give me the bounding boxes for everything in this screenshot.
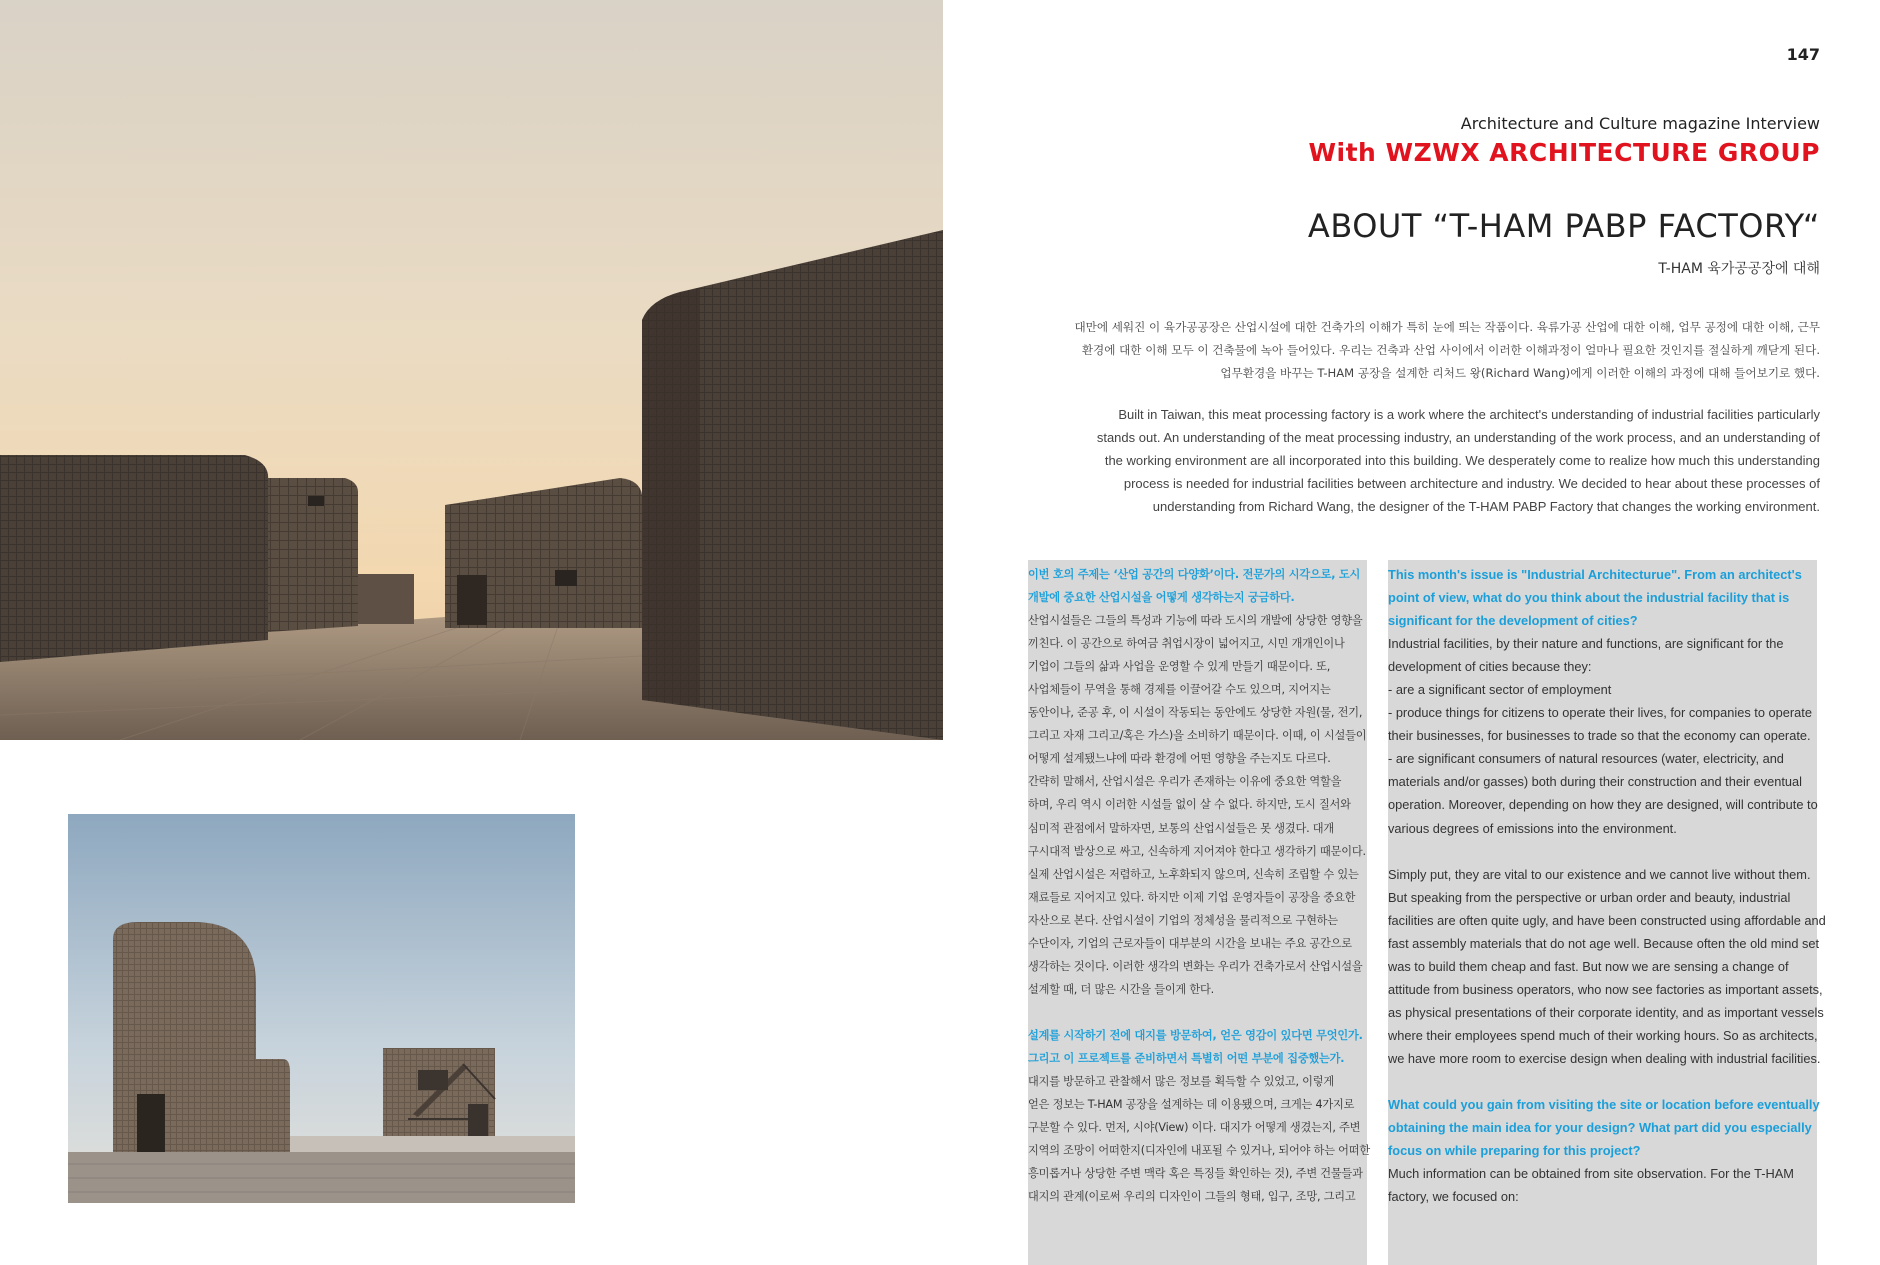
answer-line: 얻은 정보는 T-HAM 공장을 설계하는 데 이용됐으며, 크게는 4가지로 <box>1028 1098 1355 1112</box>
paragraph-gap <box>1388 840 1813 863</box>
answer-line: 그리고 자재 그리고/혹은 가스)을 소비하기 때문이다. 이때, 이 시설들이 <box>1028 729 1367 743</box>
answer-line: where their employees spend much of their working hours. So as architects, <box>1388 1027 1818 1043</box>
question-line: 개발에 중요한 산업시설을 어떻게 생각하는지 궁금하다. <box>1028 591 1295 605</box>
paragraph-gap <box>1388 1070 1813 1093</box>
article-title: ABOUT “T-HAM PABP FACTORY“ <box>1307 207 1820 245</box>
answer-line: - are significant consumers of natural resources (water, electricity, and <box>1388 751 1784 767</box>
interview-column-korean <box>1028 560 1370 1265</box>
intro-ko-line: 환경에 대한 이해 모두 이 건축물에 녹아 들어있다. 우리는 건축과 산업 사이에서 이러한 이해과정이 얼마나 필요한 것인지를 절실하게 깨닫게 된다. <box>1081 343 1820 357</box>
answer-line: 하며, 우리 역시 이러한 시설들 없이 살 수 없다. 하지만, 도시 질서와 <box>1028 798 1351 812</box>
answer-line: was to build them cheap and fast. But now we are sensing a change of <box>1388 958 1789 974</box>
architecture-group-heading: With WZWX ARCHITECTURE GROUP <box>1308 138 1820 167</box>
answer-line: we have more room to exercise design when dealing with industrial facilities. <box>1388 1050 1821 1066</box>
question-line: 이번 호의 주제는 ‘산업 공간의 다양화’이다. 전문가의 시각으로, 도시 <box>1028 568 1361 581</box>
answer-line: fast assembly materials that do not age well. Because often the old mind set <box>1388 935 1820 951</box>
answer-line: 설계할 때, 더 많은 시간을 들이게 한다. <box>1028 982 1214 996</box>
question-line: point of view, what do you think about the industrial facility that is <box>1388 590 1790 606</box>
answer-line: 끼친다. 이 공간으로 하여금 취업시장이 넓어지고, 시민 개개인이나 <box>1028 637 1345 651</box>
interview-column-english <box>1388 560 1826 1265</box>
interview-text-english <box>1388 563 1826 1208</box>
answer-line: - produce things for citizens to operate their lives, for companies to operate <box>1388 705 1812 721</box>
intro-en-line: the working environment are all incorporated into this building. We desperately come to realize how much this understanding <box>1104 453 1820 468</box>
answer-line: 흥미롭거나 상당한 주변 맥락 혹은 특징들 확인하는 것), 주변 건물들과 <box>1028 1167 1363 1181</box>
intro-ko-line: 대만에 세워진 이 육가공공장은 산업시설에 대한 건축가의 이해가 특히 눈에 띄는 작품이다. 육류가공 산업에 대한 이해, 업무 공정에 대한 이해, 근무 <box>1074 320 1820 334</box>
interview-kicker: Architecture and Culture magazine Interview <box>1460 114 1820 133</box>
intro-en-line: understanding from Richard Wang, the designer of the T-HAM PABP Factory that changes the working environment. <box>1152 499 1820 514</box>
answer-line: 간략히 말해서, 산업시설은 우리가 존재하는 이유에 중요한 역할을 <box>1028 775 1342 789</box>
intro-english <box>1040 403 1820 518</box>
answer-line: 구시대적 발상으로 싸고, 신속하게 지어져야 한다고 생각하기 때문이다. <box>1028 844 1366 858</box>
answer-line: materials and/or gasses) both during their construction and their eventual <box>1388 774 1802 790</box>
question-line: focus on while preparing for this project? <box>1388 1143 1641 1159</box>
answer-line: Much information can be obtained from site observation. For the T-HAM <box>1388 1166 1794 1182</box>
question-line: This month's issue is "Industrial Architecturue". From an architect's <box>1388 567 1802 582</box>
answer-line: 기업이 그들의 삶과 사업을 운영할 수 있게 만들기 때문이다. 또, <box>1028 660 1331 674</box>
answer-line: 구분할 수 있다. 먼저, 시야(View) 이다. 대지가 어떻게 생겼는지, 주변 <box>1028 1121 1361 1135</box>
answer-line: 사업체들이 무역을 통해 경제를 이끌어갈 수도 있으며, 지어지는 <box>1028 683 1331 697</box>
question-line: 그리고 이 프로젝트를 준비하면서 특별히 어떤 부분에 집중했는가. <box>1028 1051 1345 1065</box>
answer-line: 산업시설들은 그들의 특성과 기능에 따라 도시의 개발에 상당한 영향을 <box>1028 614 1363 628</box>
answer-line: 실제 산업시설은 저렴하고, 노후화되지 않으며, 신속히 조립할 수 있는 <box>1028 867 1359 881</box>
intro-en-line: stands out. An understanding of the meat processing industry, an understanding of the work process, and an understanding of <box>1096 430 1820 445</box>
answer-line: 어떻게 설계됐느냐에 따라 환경에 어떤 영향을 주는지도 다르다. <box>1028 752 1331 766</box>
answer-line: as physical presentations of their corporate identity, and as important vessels <box>1388 1004 1824 1020</box>
answer-line: 생각하는 것이다. 이러한 생각의 변화는 우리가 건축가로서 산업시설을 <box>1028 959 1363 973</box>
answer-line: 동안이나, 준공 후, 이 시설이 작동되는 동안에도 상당한 자원(물, 전기, <box>1028 706 1363 720</box>
factory-tower-photo <box>68 814 575 1203</box>
answer-line: attitude from business operators, who now see factories as important assets, <box>1388 981 1823 997</box>
interview-text-korean <box>1028 563 1370 1208</box>
question-line: significant for the development of cities? <box>1388 613 1638 629</box>
answer-line: 수단이자, 기업의 근로자들이 대부분의 시간을 보내는 주요 공간으로 <box>1028 936 1352 950</box>
intro-en-line: Built in Taiwan, this meat processing factory is a work where the architect's understanding of industrial facilities particularly <box>1118 407 1820 422</box>
factory-courtyard-photo <box>0 0 943 740</box>
intro-ko-line: 업무환경을 바꾸는 T-HAM 공장을 설계한 리처드 왕(Richard Wang)에게 이러한 이해의 과정에 대해 들어보기로 했다. <box>1220 366 1820 380</box>
answer-line: Industrial facilities, by their nature and functions, are significant for the <box>1388 636 1784 652</box>
answer-line: factory, we focused on: <box>1388 1189 1519 1205</box>
answer-line: operation. Moreover, depending on how they are designed, will contribute to <box>1388 797 1818 813</box>
question-line: obtaining the main idea for your design? What part did you especially <box>1388 1120 1812 1136</box>
page-number: 147 <box>1786 45 1820 64</box>
article-subtitle: T-HAM 육가공공장에 대해 <box>1658 261 1820 277</box>
question-line: 설계를 시작하기 전에 대지를 방문하여, 얻은 영감이 있다면 무엇인가. <box>1028 1028 1363 1042</box>
answer-line: 재료들로 지어지고 있다. 하지만 이제 기업 운영자들이 공장을 중요한 <box>1028 890 1356 904</box>
answer-line: 자산으로 본다. 산업시설이 기업의 정체성을 물리적으로 구현하는 <box>1028 913 1338 927</box>
answer-line: 대지를 방문하고 관찰해서 많은 정보를 획득할 수 있었고, 이렇게 <box>1028 1075 1334 1089</box>
answer-line: 심미적 관점에서 말하자면, 보통의 산업시설들은 못 생겼다. 대개 <box>1028 821 1334 835</box>
intro-en-line: process is needed for industrial facilities between architecture and industry. We decided to hear about these processes of <box>1123 476 1820 491</box>
answer-line: various degrees of emissions into the environment. <box>1388 820 1677 836</box>
paragraph-gap <box>1028 1001 1363 1024</box>
answer-line: 지역의 조망이 어떠한지(디자인에 내포될 수 있거나, 되어야 하는 어떠한 <box>1028 1144 1370 1158</box>
answer-line: facilities are often quite ugly, and have been constructed using affordable and <box>1388 912 1826 928</box>
answer-line: 대지의 관계(이로써 우리의 디자인이 그들의 형태, 입구, 조망, 그리고 <box>1028 1190 1356 1204</box>
intro-korean <box>1040 316 1820 385</box>
answer-line: - are a significant sector of employment <box>1388 682 1612 698</box>
answer-line: development of cities because they: <box>1388 659 1592 675</box>
question-line: What could you gain from visiting the site or location before eventually <box>1388 1097 1820 1113</box>
answer-line: Simply put, they are vital to our existence and we cannot live without them. <box>1388 866 1811 882</box>
answer-line: their businesses, for businesses to trade so that the economy can operate. <box>1388 728 1811 744</box>
answer-line: But speaking from the perspective or urban order and beauty, industrial <box>1388 889 1791 905</box>
